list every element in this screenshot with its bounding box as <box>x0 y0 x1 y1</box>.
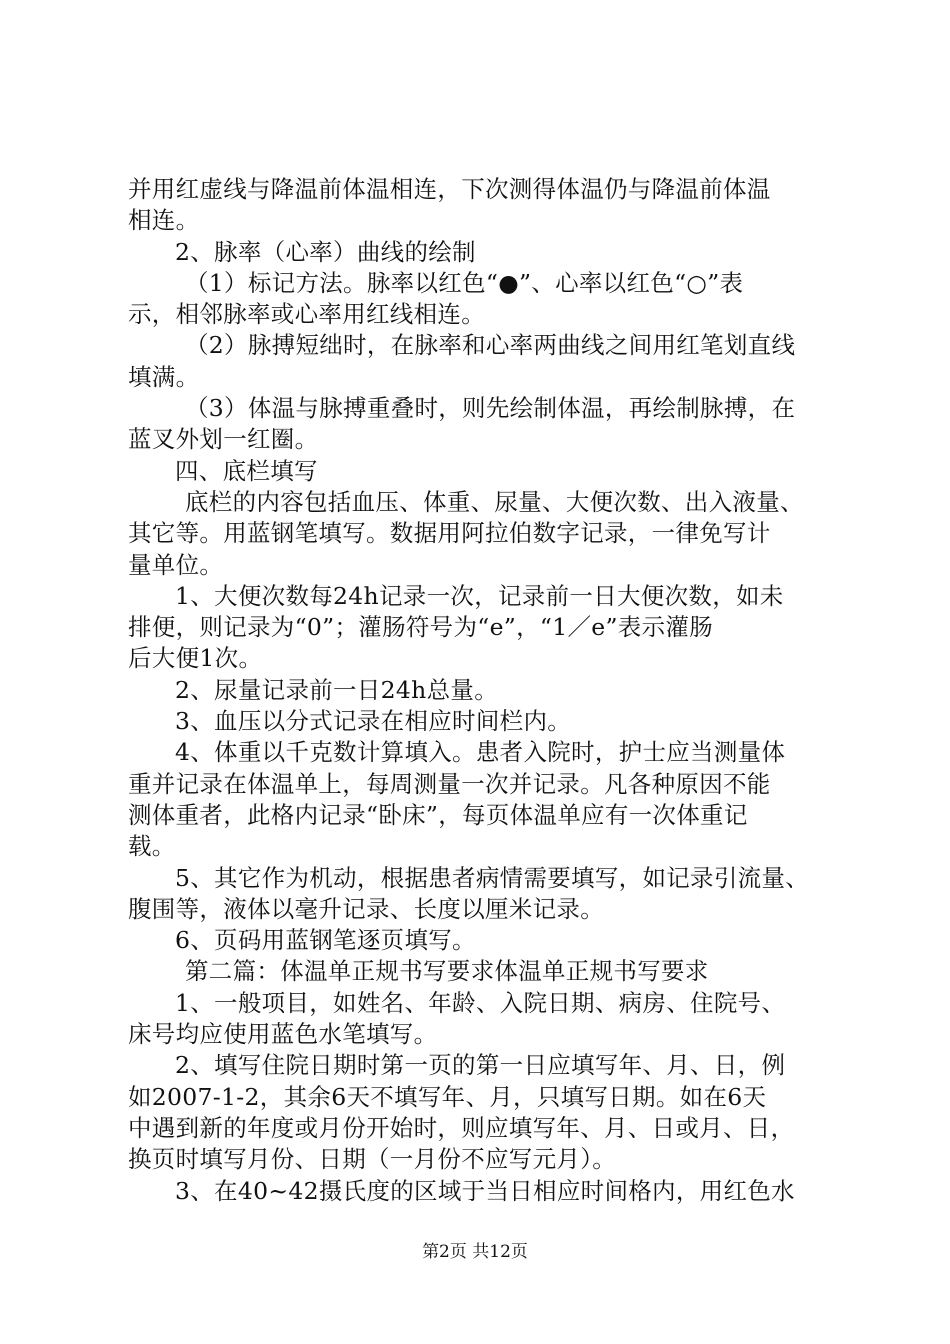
text-line: 4、体重以千克数计算填入。患者入院时，护士应当测量体 <box>175 738 786 767</box>
text-line: 载。 <box>128 832 176 861</box>
text-line: 中遇到新的年度或月份开始时，则应填写年、月、日或月、日， <box>128 1113 795 1142</box>
page-footer: 第2页 共12页 <box>422 1242 528 1262</box>
text-line: 四、底栏填写 <box>175 456 318 485</box>
text-line: 填满。 <box>128 362 200 391</box>
document-body <box>128 174 838 1207</box>
text-line: 重并记录在体温单上，每周测量一次并记录。凡各种原因不能 <box>128 769 771 798</box>
text-line: 2、脉率（心率）曲线的绘制 <box>175 237 476 266</box>
text-line: （2）脉搏短绌时，在脉率和心率两曲线之间用红笔划直线 <box>185 331 796 360</box>
text-line: （3）体温与脉搏重叠时，则先绘制体温，再绘制脉搏，在 <box>185 394 796 423</box>
text-line: 底栏的内容包括血压、体重、尿量、大便次数、出入液量、 <box>185 487 804 516</box>
text-line: 后大便1次。 <box>128 644 263 673</box>
text-line: 腹围等，液体以毫升记录、长度以厘米记录。 <box>128 894 604 923</box>
text-line: 5、其它作为机动，根据患者病情需要填写，如记录引流量、 <box>175 863 810 892</box>
text-line: 2、尿量记录前一日24h总量。 <box>175 675 498 704</box>
text-line: 示，相邻脉率或心率用红线相连。 <box>128 300 485 329</box>
text-line: 相连。 <box>128 206 200 235</box>
text-line: 3、在40~42摄氏度的区域于当日相应时间格内，用红色水 <box>175 1176 795 1205</box>
text-line: 2、填写住院日期时第一页的第一日应填写年、月、日，例 <box>175 1051 786 1080</box>
text-line: 3、血压以分式记录在相应时间栏内。 <box>175 707 572 736</box>
text-line: 换页时填写月份、日期（一月份不应写元月）。 <box>128 1145 617 1174</box>
text-line: 床号均应使用蓝色水笔填写。 <box>128 1020 438 1049</box>
text-line: 蓝叉外划一红圈。 <box>128 425 319 454</box>
text-line: 排便，则记录为“0”；灌肠符号为“e”，“1／e”表示灌肠 <box>128 613 713 642</box>
text-line: 量单位。 <box>128 550 224 579</box>
text-line: 如2007-1-2，其余6天不填写年、月，只填写日期。如在6天 <box>128 1082 767 1111</box>
text-line: 其它等。用蓝钢笔填写。数据用阿拉伯数字记录，一律免写计 <box>128 519 771 548</box>
text-line: （1）标记方法。脉率以红色“●”、心率以红色“○”表 <box>185 268 744 297</box>
text-line: 测体重者，此格内记录“卧床”，每页体温单应有一次体重记 <box>128 800 748 829</box>
text-line: 1、大便次数每24h记录一次，记录前一日大便次数，如未 <box>175 581 784 610</box>
text-line: 6、页码用蓝钢笔逐页填写。 <box>175 926 476 955</box>
text-line: 并用红虚线与降温前体温相连，下次测得体温仍与降温前体温 <box>128 175 771 203</box>
text-line: 第二篇：体温单正规书写要求体温单正规书写要求 <box>185 957 709 986</box>
text-line: 1、一般项目，如姓名、年龄、入院日期、病房、住院号、 <box>175 988 786 1017</box>
